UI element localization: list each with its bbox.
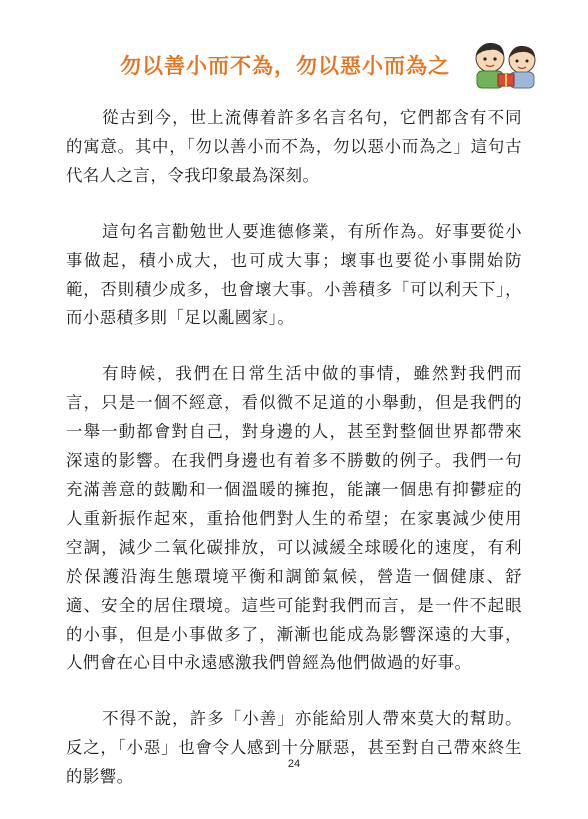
essay-body	[66, 104, 522, 819]
paragraph-4: 不得不說，許多「小善」亦能給別人帶來莫大的幫助。反之，「小惡」也會令人感到十分厭惡，甚至對自己帶來終生的影響。	[66, 709, 522, 787]
page-title: 勿以善小而不為，勿以惡小而為之	[120, 54, 450, 78]
paragraph-2: 這句名言勸勉世人要進德修業，有所作為。好事要從小事做起，積小成大，也可成大事；壞事也要從小事開始防範，否則積少成多，也會壞大事。小善積多「可以利天下」，而小惡積多則「足以亂國家」。	[66, 221, 522, 328]
paragraph-3: 有時候，我們在日常生活中做的事情，雖然對我們而言，只是一個不經意，看似微不足道的小舉動，但是我們的一舉一動都會對自己，對身邊的人，甚至對整個世界都帶來深遠的影響。在我們身邊也有着多不勝數的例子。我們一句充滿善意的鼓勵和一個溫暖的擁抱，能讓一個患有抑鬱症的人重新振作起來，重拾他們對人生的希望；在家裏減少使用空調，減少二氧化碳排放，可以減緩全球暖化的速度，有利於保護沿海生態環境平衡和調節氣候，營造一個健康、舒適、安全的居住環境。這些可能對我們而言，是一件不起眼的小事，但是小事做多了，漸漸也能成為影響深遠的大事，人們會在心目中永遠感激我們曾經為他們做過的好事。	[66, 364, 522, 673]
children-cartoon-icon	[470, 38, 542, 90]
page-number: 24	[287, 758, 301, 770]
paragraph-1: 從古到今，世上流傳着許多名言名句，它們都含有不同的寓意。其中，「勿以善小而不為，勿以惡小而為之」這句古代名人之言，令我印象最為深刻。	[66, 108, 522, 185]
